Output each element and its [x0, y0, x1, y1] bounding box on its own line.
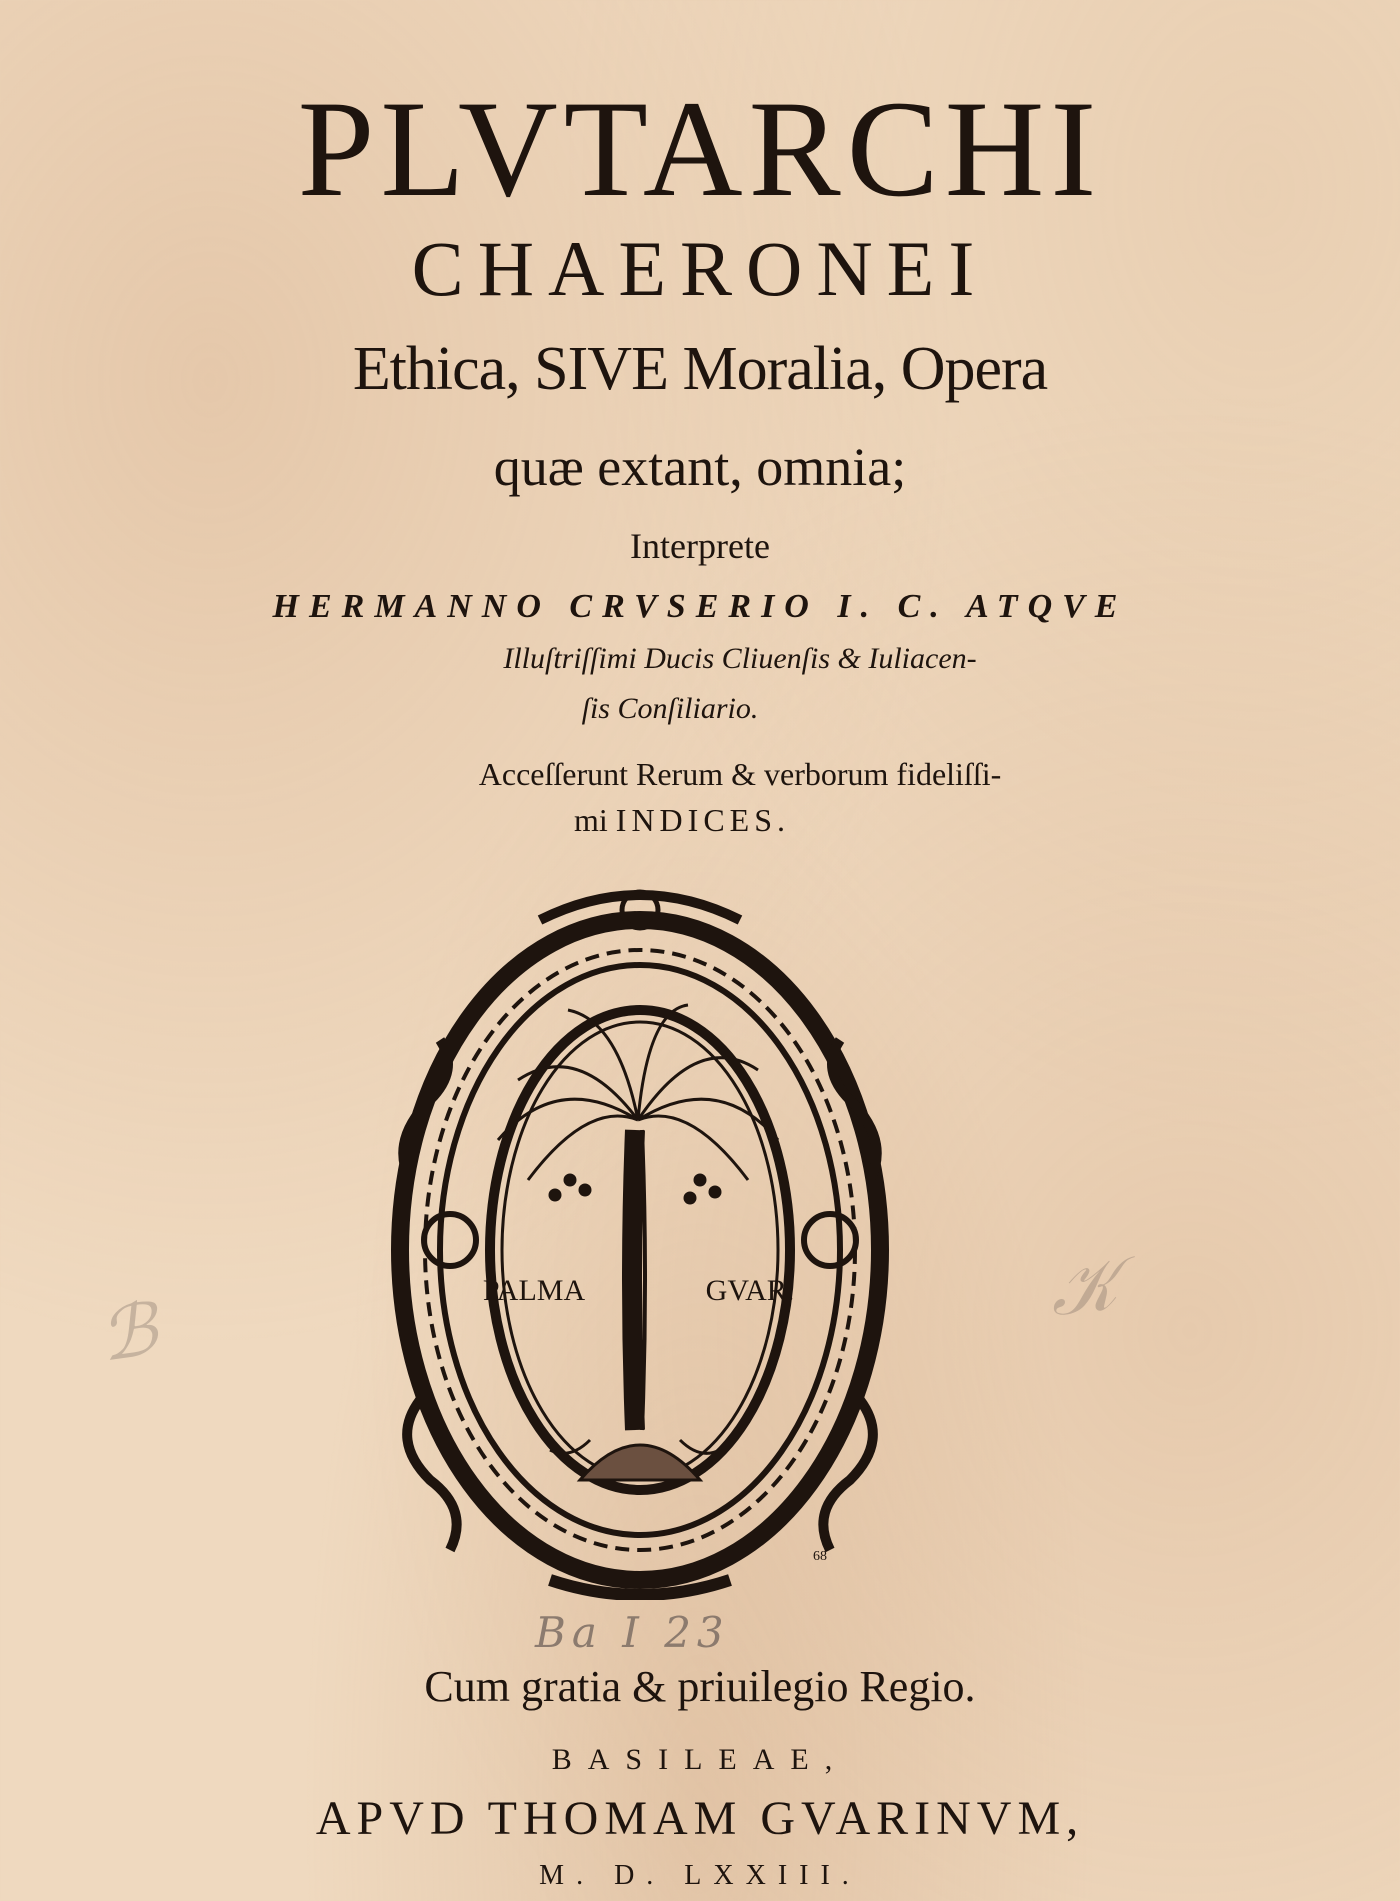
- motto-left: PALMA: [482, 1274, 586, 1307]
- translator-name: HERMANNO CRVSERIO I. C. ATQVE: [272, 588, 1128, 625]
- interpreter-label: Interprete: [630, 526, 770, 566]
- privilege-line: Cum gratia & priuilegio Regio.: [424, 1662, 976, 1711]
- work-title: Ethica, SIVE Moralia, Opera: [352, 335, 1048, 403]
- pencil-scribble-left: ℬ: [94, 1286, 163, 1378]
- indices-line2: [0, 804, 1382, 836]
- indices-prefix: mi: [574, 802, 608, 838]
- work-subtitle: quæ extant, omnia;: [493, 437, 907, 497]
- imprint-date: M. D. LXXIII.: [539, 1860, 861, 1891]
- translator-title-line1: Illuſtriſſimi Ducis Cliuenſis & Iuliacen-: [503, 642, 977, 675]
- shelfmark: Ba I 23: [535, 1608, 730, 1657]
- imprint-city: BASILEAE,: [551, 1743, 849, 1776]
- author-name: PLVTARCHI: [297, 72, 1103, 225]
- pencil-scribble-right: 𝒦: [1045, 1241, 1121, 1333]
- mark-number: 68: [813, 1549, 827, 1564]
- author-origin: CHAERONEI: [411, 225, 989, 312]
- indices-word: INDICES.: [615, 802, 790, 838]
- translator-title-line2: ſis Conſiliario.: [581, 692, 759, 725]
- indices-line1: Acceſſerunt Rerum & verborum fideliſſi-: [478, 756, 1002, 792]
- motto-right: GVAR.: [705, 1274, 795, 1307]
- imprint-printer: APVD THOMAM GVARINVM,: [315, 1792, 1085, 1845]
- printers-device: [380, 880, 900, 1600]
